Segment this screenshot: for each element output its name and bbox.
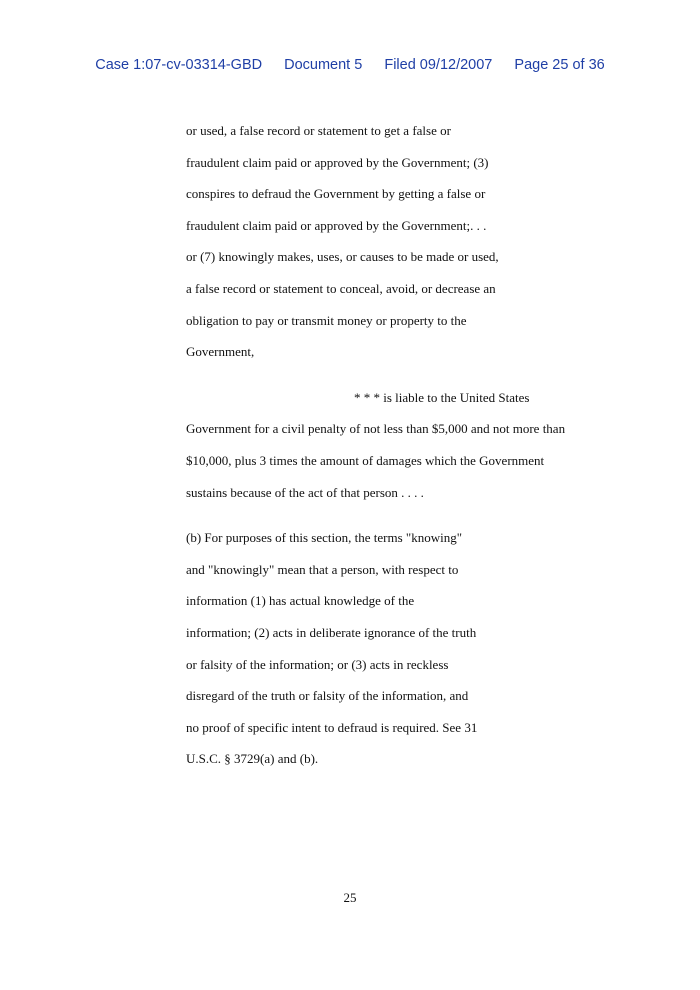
filed-date: Filed 09/12/2007 xyxy=(384,57,493,73)
paragraph-definitions xyxy=(186,528,606,781)
text-line: no proof of specific intent to defraud is required. See 31 xyxy=(186,719,478,735)
text-line: (b) For purposes of this section, the terms "knowing" xyxy=(186,530,462,546)
page-indicator: Page 25 of 36 xyxy=(514,57,605,73)
paragraph-statute-list xyxy=(186,121,606,374)
paragraph-liability xyxy=(186,388,606,514)
text-line: fraudulent claim paid or approved by the Government; (3) xyxy=(186,154,489,170)
text-line: a false record or statement to conceal, avoid, or decrease an xyxy=(186,280,496,296)
text-line: * * * is liable to the United States xyxy=(354,389,530,405)
document-body xyxy=(186,121,606,781)
text-line: and "knowingly" mean that a person, with respect to xyxy=(186,561,459,577)
text-line: $10,000, plus 3 times the amount of damages which the Government xyxy=(186,452,545,468)
text-line: information (1) has actual knowledge of the xyxy=(186,593,415,609)
text-line: or (7) knowingly makes, uses, or causes to be made or used, xyxy=(186,249,499,265)
text-line: obligation to pay or transmit money or property to the xyxy=(186,312,467,328)
text-line: or falsity of the information; or (3) acts in reckless xyxy=(186,656,449,672)
case-number: Case 1:07-cv-03314-GBD xyxy=(95,57,263,73)
text-line: fraudulent claim paid or approved by the Government;. . . xyxy=(186,217,487,233)
text-line: disregard of the truth or falsity of the information, and xyxy=(186,688,469,704)
text-line: information; (2) acts in deliberate ignorance of the truth xyxy=(186,624,477,640)
text-line: Government, xyxy=(186,344,255,360)
text-line: conspires to defraud the Government by getting a false or xyxy=(186,186,486,202)
text-line: sustains because of the act of that person . . . . xyxy=(186,484,424,500)
text-line: or used, a false record or statement to get a false or xyxy=(186,123,451,138)
text-line: U.S.C. § 3729(a) and (b). xyxy=(186,751,319,767)
page-number: 25 xyxy=(343,890,357,905)
text-line: Government for a civil penalty of not less than $5,000 and not more than xyxy=(186,421,566,437)
document-number: Document 5 xyxy=(284,57,363,73)
document-header xyxy=(0,57,700,73)
